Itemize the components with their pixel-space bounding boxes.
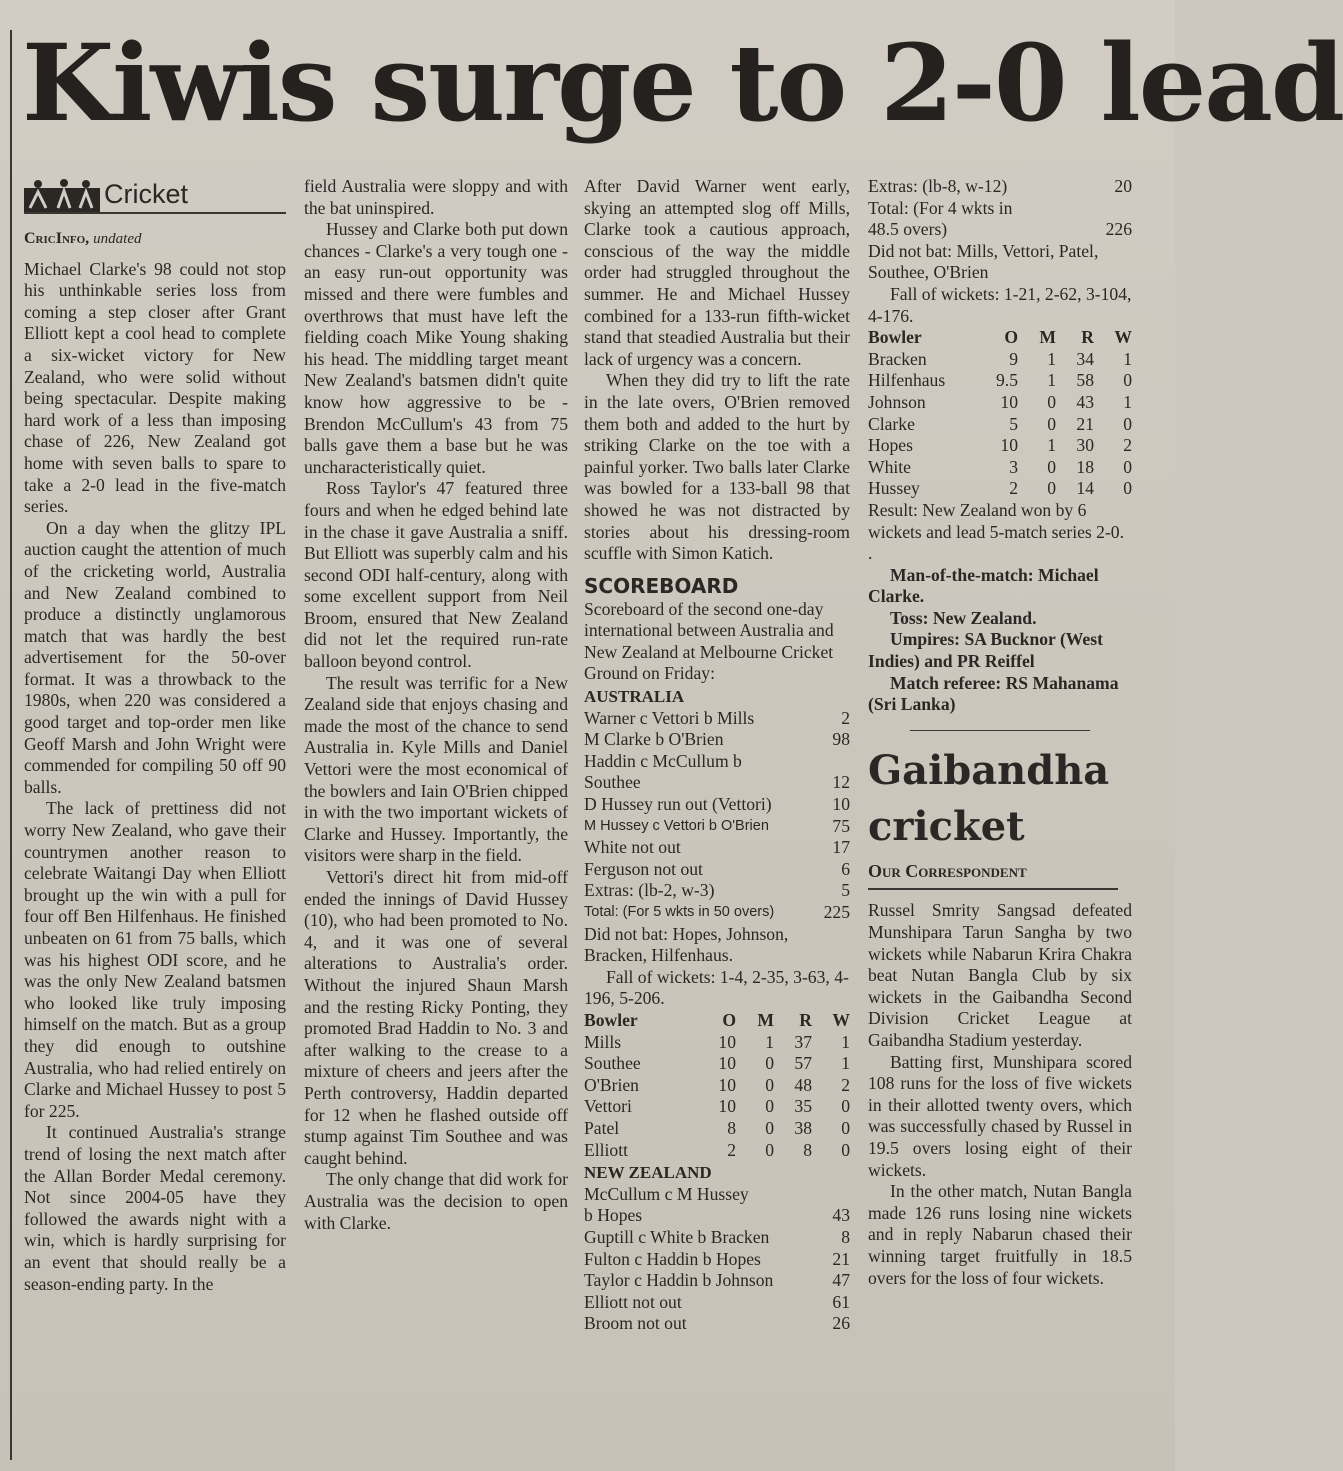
- wickets: 1: [1123, 348, 1132, 369]
- runs: 57: [794, 1053, 812, 1074]
- runs: 26: [832, 1313, 850, 1334]
- batsman: Guptill c White b Bracken: [584, 1226, 770, 1247]
- col-runs: R: [799, 1009, 812, 1030]
- bowling-row: [868, 370, 1132, 392]
- col-bowler: Bowler: [584, 1009, 638, 1030]
- match-result: Result: New Zealand won by 6 wickets and lead 5-match series 2-0. .: [868, 499, 1124, 564]
- batting-row: [584, 1292, 850, 1314]
- section-label: Cricket: [104, 179, 189, 210]
- gaibandha-paragraph: Batting first, Munshipara scored 108 runs for the loss of five wickets in their allotted twenty overs, which was successfully chased by Russel in 19.5 overs losing eight of their wickets.: [868, 1051, 1132, 1180]
- bowler: White: [868, 456, 911, 477]
- column-rule: [10, 30, 12, 1460]
- maidens: 0: [765, 1096, 774, 1117]
- overs: 5: [1009, 413, 1018, 434]
- maidens: 1: [1047, 348, 1056, 369]
- bowling-table-australia: [584, 1010, 850, 1161]
- total-label: Total: (For 5 wkts in 50 overs): [584, 904, 775, 920]
- wickets: 2: [1123, 435, 1132, 456]
- column-1: [24, 178, 286, 1295]
- overs: 10: [718, 1031, 736, 1052]
- article-paragraph: Hussey and Clarke both put down chances - Clarke's a very tough one - an easy run-out opportunity was missed and there were fumbles and overthrows that must have left the fielding coach Mike Young shaking his head. The middling target meant New Zealand's batsmen didn't quite know how aggressive to be - Brendon McCullum's 43 from 75 balls gave them a base but he was uncharacteristically quiet.: [304, 219, 568, 477]
- column-4: [868, 176, 1132, 1289]
- maidens: 0: [765, 1117, 774, 1138]
- bowler: Johnson: [868, 391, 926, 412]
- bowler: Elliott: [584, 1139, 628, 1160]
- umpires: Umpires: SA Bucknor (West Indies) and PR Reiffel: [868, 629, 1103, 672]
- cricket-players-icon: [24, 178, 100, 212]
- bowling-header: [868, 327, 1132, 349]
- match-referee: Match referee: RS Mahanama (Sri Lanka): [868, 672, 1119, 715]
- bowler: Hilfenhaus: [868, 370, 946, 391]
- gaibandha-paragraph: In the other match, Nutan Bangla made 126 runs losing nine wickets and in reply Nabarun chased their winning target fruitfully in 18.5 overs for the loss of four wickets.: [868, 1181, 1132, 1288]
- total-row: [584, 902, 850, 924]
- wickets: 1: [1123, 391, 1132, 412]
- batting-row: [584, 837, 850, 859]
- article-paragraph: On a day when the glitzy IPL auction caught the attention of much of the cricketing world, Australia and New Zealand combined to produce a distinctly unglamorous match that was hardly the best advertisement for the 50-over format. It was a throwback to the 1980s, when 220 was considered a good target and top-order men like Geoff Marsh and John Wright were commended for compiling 50 off 90 balls.: [24, 517, 286, 797]
- col-maidens: M: [1039, 327, 1056, 348]
- bowling-row: [868, 349, 1132, 371]
- article-paragraph: The only change that did work for Australia was the decision to open with Clarke.: [304, 1169, 568, 1233]
- batting-row: [584, 1313, 850, 1335]
- fall-of-wickets: Fall of wickets: 1-21, 2-62, 3-104, 4-176.: [868, 283, 1132, 326]
- bowling-row: [868, 414, 1132, 436]
- batsman: Taylor c Haddin b Johnson: [584, 1270, 774, 1291]
- maidens: 0: [1047, 478, 1056, 499]
- overs: 10: [718, 1053, 736, 1074]
- wickets: 1: [841, 1053, 850, 1074]
- wickets: 0: [1123, 413, 1132, 434]
- bowling-row: [584, 1096, 850, 1118]
- overs: 10: [1000, 391, 1018, 412]
- maidens: 0: [765, 1139, 774, 1160]
- total-value: 226: [1105, 219, 1132, 240]
- column-3: [584, 176, 850, 1335]
- batsman: D Hussey run out (Vettori): [584, 794, 772, 815]
- article-paragraph: When they did try to lift the rate in the late overs, O'Brien removed them both and added to the hurt by striking Clarke on the toe with a painful yorker. Two balls later Clarke was bowled for a 133-ball 98 that showed he was not distracted by stories about his dressing-room scuffle with Simon Katich.: [584, 370, 850, 564]
- batting-row: [584, 1205, 850, 1227]
- bowling-row: [584, 1032, 850, 1054]
- bowling-header: [584, 1010, 850, 1032]
- batsman: M Clarke b O'Brien: [584, 729, 724, 750]
- extras-value: 5: [841, 880, 850, 901]
- wickets: 0: [1123, 456, 1132, 477]
- runs: 18: [1076, 456, 1094, 477]
- bowler: Southee: [584, 1053, 641, 1074]
- maidens: 1: [1047, 370, 1056, 391]
- maidens: 1: [1047, 435, 1056, 456]
- batting-row: [584, 1227, 850, 1249]
- bowling-row: [584, 1075, 850, 1097]
- article-paragraph: Ross Taylor's 47 featured three fours and when he edged behind late in the chase it gave Australia a sniff. But Elliott was superbly calm and his second ODI half-century, along with some excellent support from Neil Broom, ensured that New Zealand did not let the required run-rate balloon beyond control.: [304, 478, 568, 672]
- article-paragraph: After David Warner went early, skying an attempted slog off Mills, Clarke took a cautious approach, conscious of the way the middle order had struggled throughout the summer. He and Michael Hussey combined for a 133-run fifth-wicket stand that steadied Australia but their lack of urgency was a concern.: [584, 176, 850, 369]
- bowler: O'Brien: [584, 1074, 639, 1095]
- bowler: Bracken: [868, 348, 927, 369]
- gaibandha-byline: Our Correspondent: [868, 861, 1118, 891]
- maidens: 1: [765, 1031, 774, 1052]
- bowler: Hopes: [868, 435, 913, 456]
- col-overs: O: [1004, 327, 1018, 348]
- runs: 38: [794, 1117, 812, 1138]
- runs: 35: [794, 1096, 812, 1117]
- batting-row: [584, 751, 850, 773]
- article-paragraph: field Australia were sloppy and with the bat uninspired.: [304, 176, 568, 218]
- runs: 6: [841, 858, 850, 879]
- overs: 10: [1000, 435, 1018, 456]
- bowler: Patel: [584, 1117, 620, 1138]
- extras-label: Extras: (lb-2, w-3): [584, 880, 715, 901]
- maidens: 0: [1047, 391, 1056, 412]
- overs: 9.5: [996, 370, 1018, 391]
- did-not-bat: Did not bat: Mills, Vettori, Patel, Southee, O'Brien: [868, 240, 1099, 283]
- byline-when: undated: [93, 231, 142, 247]
- overs: 9: [1009, 348, 1018, 369]
- runs: 8: [803, 1139, 812, 1160]
- runs: 43: [832, 1205, 850, 1226]
- runs: 34: [1076, 348, 1094, 369]
- total-label: Total: (For 4 wkts in: [868, 197, 1013, 218]
- runs: 61: [832, 1291, 850, 1312]
- bowler: Mills: [584, 1031, 622, 1052]
- total-value: 225: [823, 902, 850, 922]
- gaibandha-title-line-1: Gaibandha: [868, 746, 1110, 794]
- scoreboard-intro: Scoreboard of the second one-day international between Australia and New Zealand at Melbourne Cricket Ground on Friday:: [584, 598, 834, 684]
- team-name-new-zealand: NEW ZEALAND: [584, 1163, 712, 1183]
- col-runs: R: [1081, 327, 1094, 348]
- batsman: Broom not out: [584, 1313, 687, 1334]
- gaibandha-title-line-2: cricket: [868, 802, 1025, 850]
- wickets: 0: [841, 1096, 850, 1117]
- team-name-australia: AUSTRALIA: [584, 687, 685, 707]
- batsman: Ferguson not out: [584, 858, 703, 879]
- runs: 58: [1076, 370, 1094, 391]
- batting-row: [584, 1184, 850, 1206]
- col-maidens: M: [757, 1009, 774, 1030]
- total-row: [868, 219, 1132, 241]
- batting-row: [584, 794, 850, 816]
- wickets: 0: [1123, 370, 1132, 391]
- runs: 43: [1076, 391, 1094, 412]
- batsman: M Hussey c Vettori b O'Brien: [584, 817, 769, 834]
- gaibandha-paragraph: Russel Smrity Sangsad defeated Munshipara Tarun Sangha by two wickets while Nabarun Krira Chakra beat Nutan Bangla Club by six wickets in the Gaibandha Second Division Cricket League at Gaibandha Stadium yesterday.: [868, 900, 1132, 1050]
- article-paragraph: The result was terrific for a New Zealand side that enjoys chasing and made the most of the chance to send Australia in. Kyle Mills and Daniel Vettori were the most economical of the bowlers and Iain O'Brien chipped in with the two important wickets of Clarke and Hussey. Importantly, the visitors were sharp in the field.: [304, 672, 568, 866]
- overs: 2: [1009, 478, 1018, 499]
- man-of-the-match: Man-of-the-match: Michael Clarke.: [868, 564, 1099, 607]
- maidens: 0: [1047, 413, 1056, 434]
- runs: 2: [841, 707, 850, 728]
- batsman: Southee: [584, 772, 641, 793]
- overs: 8: [727, 1117, 736, 1138]
- maidens: 0: [1047, 456, 1056, 477]
- did-not-bat: Did not bat: Hopes, Johnson, Bracken, Hilfenhaus.: [584, 923, 789, 966]
- bowling-row: [584, 1053, 850, 1075]
- byline: [24, 228, 286, 251]
- bowling-row: [868, 392, 1132, 414]
- runs: 12: [832, 772, 850, 793]
- batting-row: [584, 1249, 850, 1271]
- bowling-row: [584, 1140, 850, 1162]
- overs: 10: [718, 1074, 736, 1095]
- batsman: Warner c Vettori b Mills: [584, 707, 755, 728]
- overs: 2: [727, 1139, 736, 1160]
- batsman: White not out: [584, 837, 681, 858]
- col-overs: O: [722, 1009, 736, 1030]
- section-tag: [24, 178, 286, 214]
- wickets: 1: [841, 1031, 850, 1052]
- runs: 17: [832, 837, 850, 858]
- batsman: Fulton c Haddin b Hopes: [584, 1248, 761, 1269]
- runs: 30: [1076, 435, 1094, 456]
- runs: 14: [1076, 478, 1094, 499]
- bowling-row: [868, 457, 1132, 479]
- article-paragraph: Vettori's direct hit from mid-off ended the innings of David Hussey (10), who had been promoted to No. 4, and it was one of several alterations to Australia's order. Without the injured Shaun Marsh and the resting Ricky Ponting, they promoted Brad Haddin to No. 3 and after walking to the crease to a mixture of cheers and jeers after the Perth controversy, Haddin departed for 12 when he flashed outside off stump against Tim Southee and was caught behind.: [304, 867, 568, 1168]
- article-paragraph: It continued Australia's strange trend of losing the next match after the Allan Border Medal ceremony. Not since 2004-05 have they followed the awards night with a win, which is hardly surprising for an event that should really be a season-ending party. In the: [24, 1122, 286, 1294]
- overs: 10: [718, 1096, 736, 1117]
- batting-row: [584, 859, 850, 881]
- extras-row: [584, 880, 850, 902]
- total-overs: 48.5 overs): [868, 219, 948, 240]
- extras-row: [868, 176, 1132, 198]
- col-bowler: Bowler: [868, 327, 922, 348]
- runs: 48: [794, 1074, 812, 1095]
- extras-label: Extras: (lb-8, w-12): [868, 176, 1008, 196]
- batsman: McCullum c M Hussey: [584, 1183, 749, 1204]
- extras-value: 20: [1114, 176, 1132, 196]
- bowling-row: [868, 435, 1132, 457]
- bowler: Clarke: [868, 413, 915, 434]
- bowling-table-new-zealand: [868, 327, 1132, 500]
- batsman: Haddin c McCullum b: [584, 750, 742, 771]
- overs: 3: [1009, 456, 1018, 477]
- batsman: Elliott not out: [584, 1291, 682, 1312]
- wickets: 2: [841, 1074, 850, 1095]
- byline-source: CricInfo,: [24, 230, 90, 247]
- fall-of-wickets: Fall of wickets: 1-4, 2-35, 3-63, 4-196, 5-206.: [584, 966, 849, 1009]
- col-wickets: W: [832, 1009, 850, 1030]
- batting-row: [584, 729, 850, 751]
- runs: 8: [841, 1226, 850, 1247]
- bowler: Hussey: [868, 478, 920, 499]
- divider: [910, 730, 1090, 731]
- article-paragraph: Michael Clarke's 98 could not stop his unthinkable series loss from coming a step closer after Grant Elliott kept a cool head to complete a six-wicket victory for New Zealand, who were solid without being spectacular. Despite making hard work of a less than imposing chase of 226, New Zealand got home with seven balls to spare to take a 2-0 lead in the five-match series.: [24, 258, 286, 517]
- runs: 75: [832, 815, 850, 836]
- bowler: Vettori: [584, 1096, 632, 1117]
- runs: 47: [832, 1270, 850, 1291]
- scoreboard-title: SCOREBOARD: [584, 573, 739, 598]
- runs: 98: [832, 729, 850, 750]
- headline: Kiwis surge to 2-0 lead: [22, 20, 1343, 145]
- batsman: b Hopes: [584, 1205, 643, 1226]
- batting-row: [584, 708, 850, 730]
- article-paragraph: The lack of prettiness did not worry New Zealand, who gave their countrymen another reason to celebrate Waitangi Day when Elliott brought up the win with a pull for four off Ben Hilfenhaus. He finished unbeaten on 61 from 75 balls, which was his highest ODI score, and he was the only New Zealand batsmen who looked like truly imposing himself on the match. But as a group they did enough to outshine Australia, who had relied entirely on Clarke and Michael Hussey to post 5 for 225.: [24, 798, 286, 1121]
- wickets: 0: [841, 1117, 850, 1138]
- wickets: 0: [841, 1139, 850, 1160]
- col-wickets: W: [1114, 327, 1132, 348]
- column-2: [304, 176, 568, 1234]
- toss: Toss: New Zealand.: [890, 607, 1037, 628]
- batting-row: [584, 772, 850, 794]
- maidens: 0: [765, 1074, 774, 1095]
- wickets: 0: [1123, 478, 1132, 499]
- runs: 10: [832, 794, 850, 815]
- maidens: 0: [765, 1053, 774, 1074]
- batting-row: [584, 816, 850, 838]
- runs: 37: [794, 1031, 812, 1052]
- bowling-row: [868, 478, 1132, 500]
- batting-row: [584, 1270, 850, 1292]
- runs: 21: [1076, 413, 1094, 434]
- runs: 21: [832, 1248, 850, 1269]
- bowling-row: [584, 1118, 850, 1140]
